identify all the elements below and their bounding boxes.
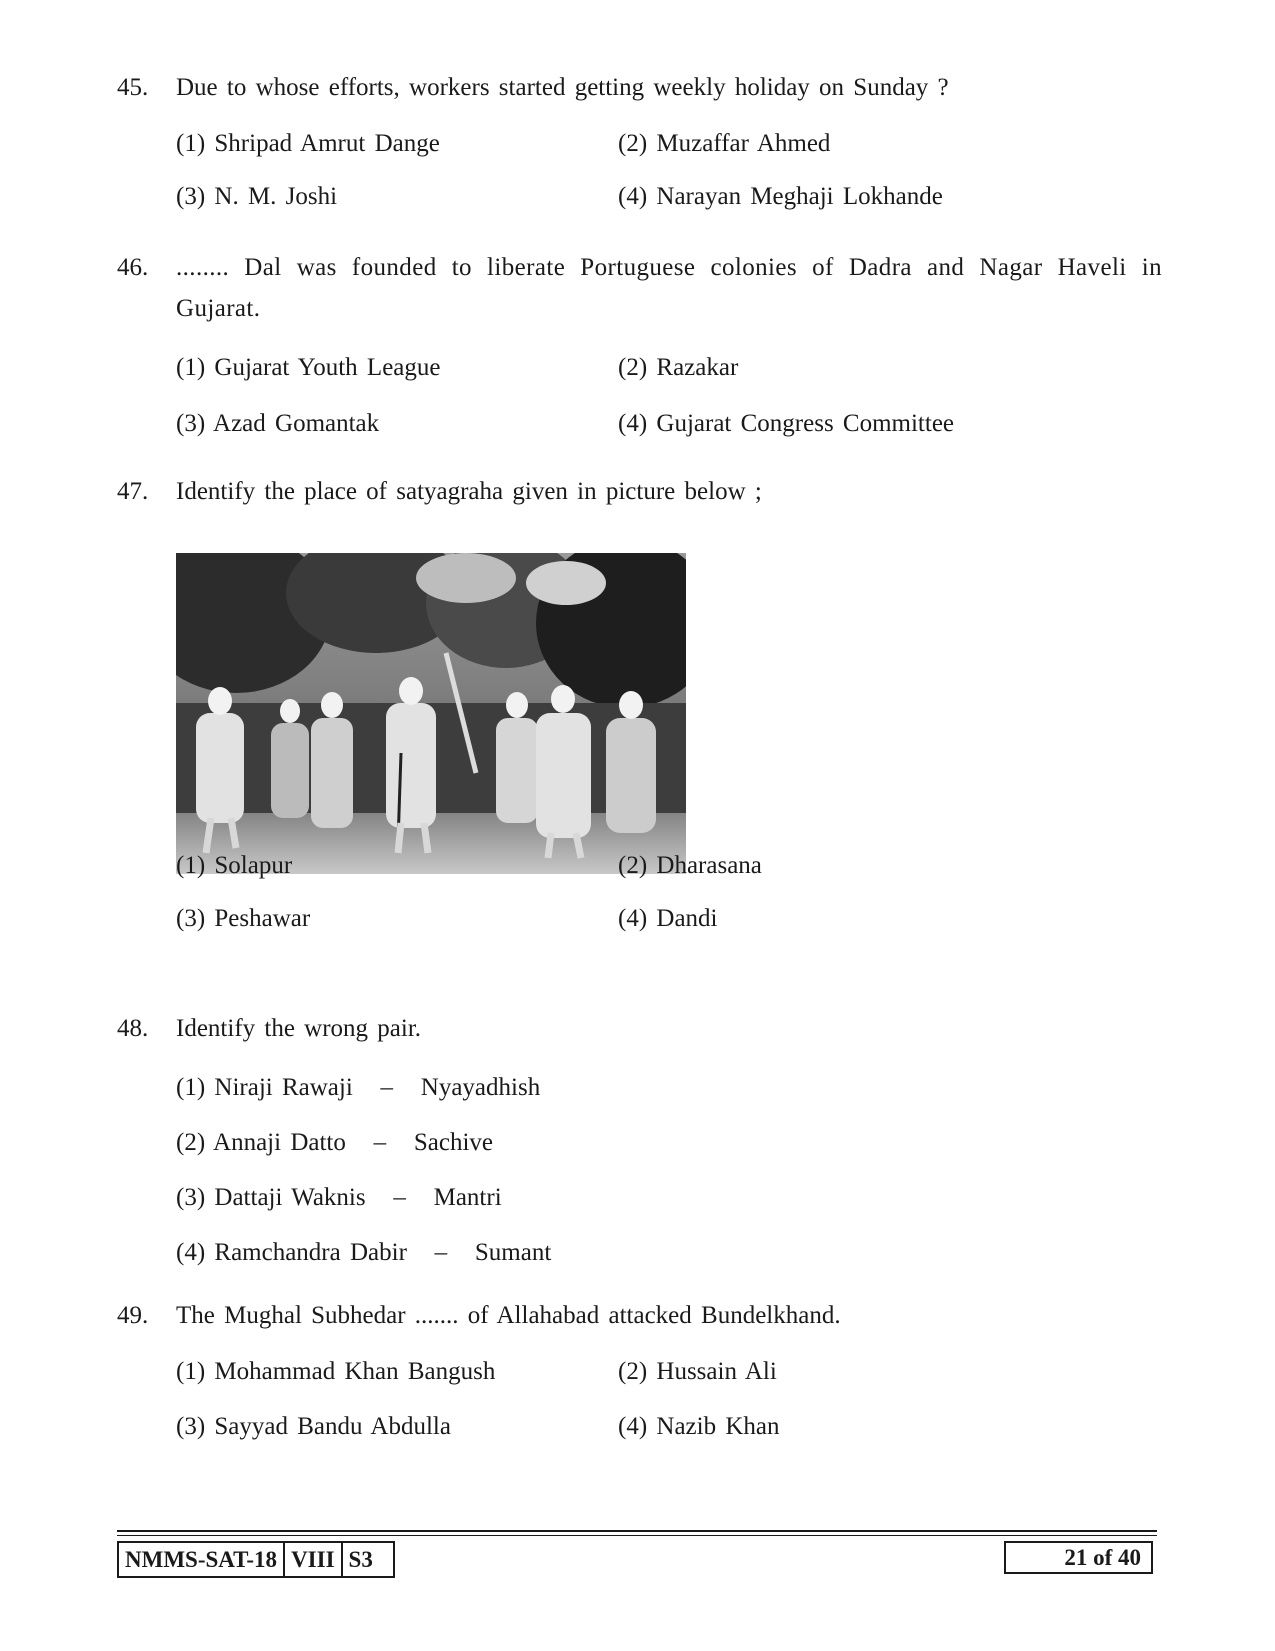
option-3[interactable]: (3) N. M. Joshi (176, 183, 338, 210)
option-3[interactable]: (3) Sayyad Bandu Abdulla (176, 1413, 451, 1440)
question-text: Identify the place of satyagraha given in picture below ; (176, 478, 762, 505)
option-1[interactable]: (1) Gujarat Youth League (176, 354, 441, 381)
question-number: 49. (117, 1302, 149, 1329)
pair-option-4[interactable] (176, 1238, 551, 1268)
option-4[interactable]: (4) Narayan Meghaji Lokhande (618, 183, 943, 210)
pair-value: Nyayadhish (420, 1074, 541, 1101)
pair-option-2[interactable] (176, 1128, 493, 1158)
question-text: The Mughal Subhedar ....... of Allahabad attacked Bundelkhand. (176, 1302, 841, 1329)
pair-label: (1) Niraji Rawaji (176, 1074, 353, 1101)
option-4[interactable]: (4) Gujarat Congress Committee (618, 410, 955, 437)
pair-value: Mantri (433, 1184, 502, 1211)
page-number-box (1004, 1541, 1153, 1574)
option-3[interactable]: (3) Peshawar (176, 905, 311, 932)
pair-label: (2) Annaji Datto (176, 1129, 346, 1156)
pair-option-1[interactable] (176, 1073, 540, 1103)
option-1[interactable]: (1) Mohammad Khan Bangush (176, 1358, 496, 1385)
option-2[interactable]: (2) Hussain Ali (618, 1358, 777, 1385)
exam-class: VIII (283, 1543, 340, 1576)
exam-code: NMMS-SAT-18 (125, 1546, 278, 1572)
question-text: Due to whose efforts, workers started getting weekly holiday on Sunday ? (176, 74, 949, 101)
question-text: Identify the wrong pair. (176, 1015, 422, 1042)
footer-rule-thin (117, 1535, 1157, 1536)
option-2[interactable]: (2) Dharasana (618, 852, 762, 879)
footer-rule (117, 1530, 1157, 1532)
option-4[interactable]: (4) Dandi (618, 905, 718, 932)
question-number: 48. (117, 1015, 149, 1042)
option-1[interactable]: (1) Shripad Amrut Dange (176, 130, 440, 157)
pair-dash: – (373, 1129, 387, 1156)
option-3[interactable]: (3) Azad Gomantak (176, 410, 380, 437)
question-text: ........ Dal was founded to liberate Portuguese colonies of Dadra and Nagar Haveli in Gujarat. (176, 254, 1162, 322)
question-number: 46. (117, 254, 149, 281)
page-number: 21 of 40 (1064, 1544, 1141, 1570)
pair-option-3[interactable] (176, 1183, 502, 1213)
pair-dash: – (434, 1239, 448, 1266)
question-number: 45. (117, 74, 149, 101)
option-2[interactable]: (2) Muzaffar Ahmed (618, 130, 831, 157)
satyagraha-photo (176, 553, 686, 874)
option-2[interactable]: (2) Razakar (618, 354, 739, 381)
option-1[interactable]: (1) Solapur (176, 852, 293, 879)
pair-label: (4) Ramchandra Dabir (176, 1239, 407, 1266)
exam-set: S3 (341, 1543, 393, 1576)
exam-code-box (117, 1541, 395, 1578)
pair-dash: – (393, 1184, 406, 1211)
question-number: 47. (117, 478, 149, 505)
pair-label: (3) Dattaji Waknis (176, 1184, 366, 1211)
pair-value: Sumant (474, 1239, 552, 1266)
pair-dash: – (380, 1074, 394, 1101)
pair-value: Sachive (413, 1129, 493, 1156)
option-4[interactable]: (4) Nazib Khan (618, 1413, 780, 1440)
